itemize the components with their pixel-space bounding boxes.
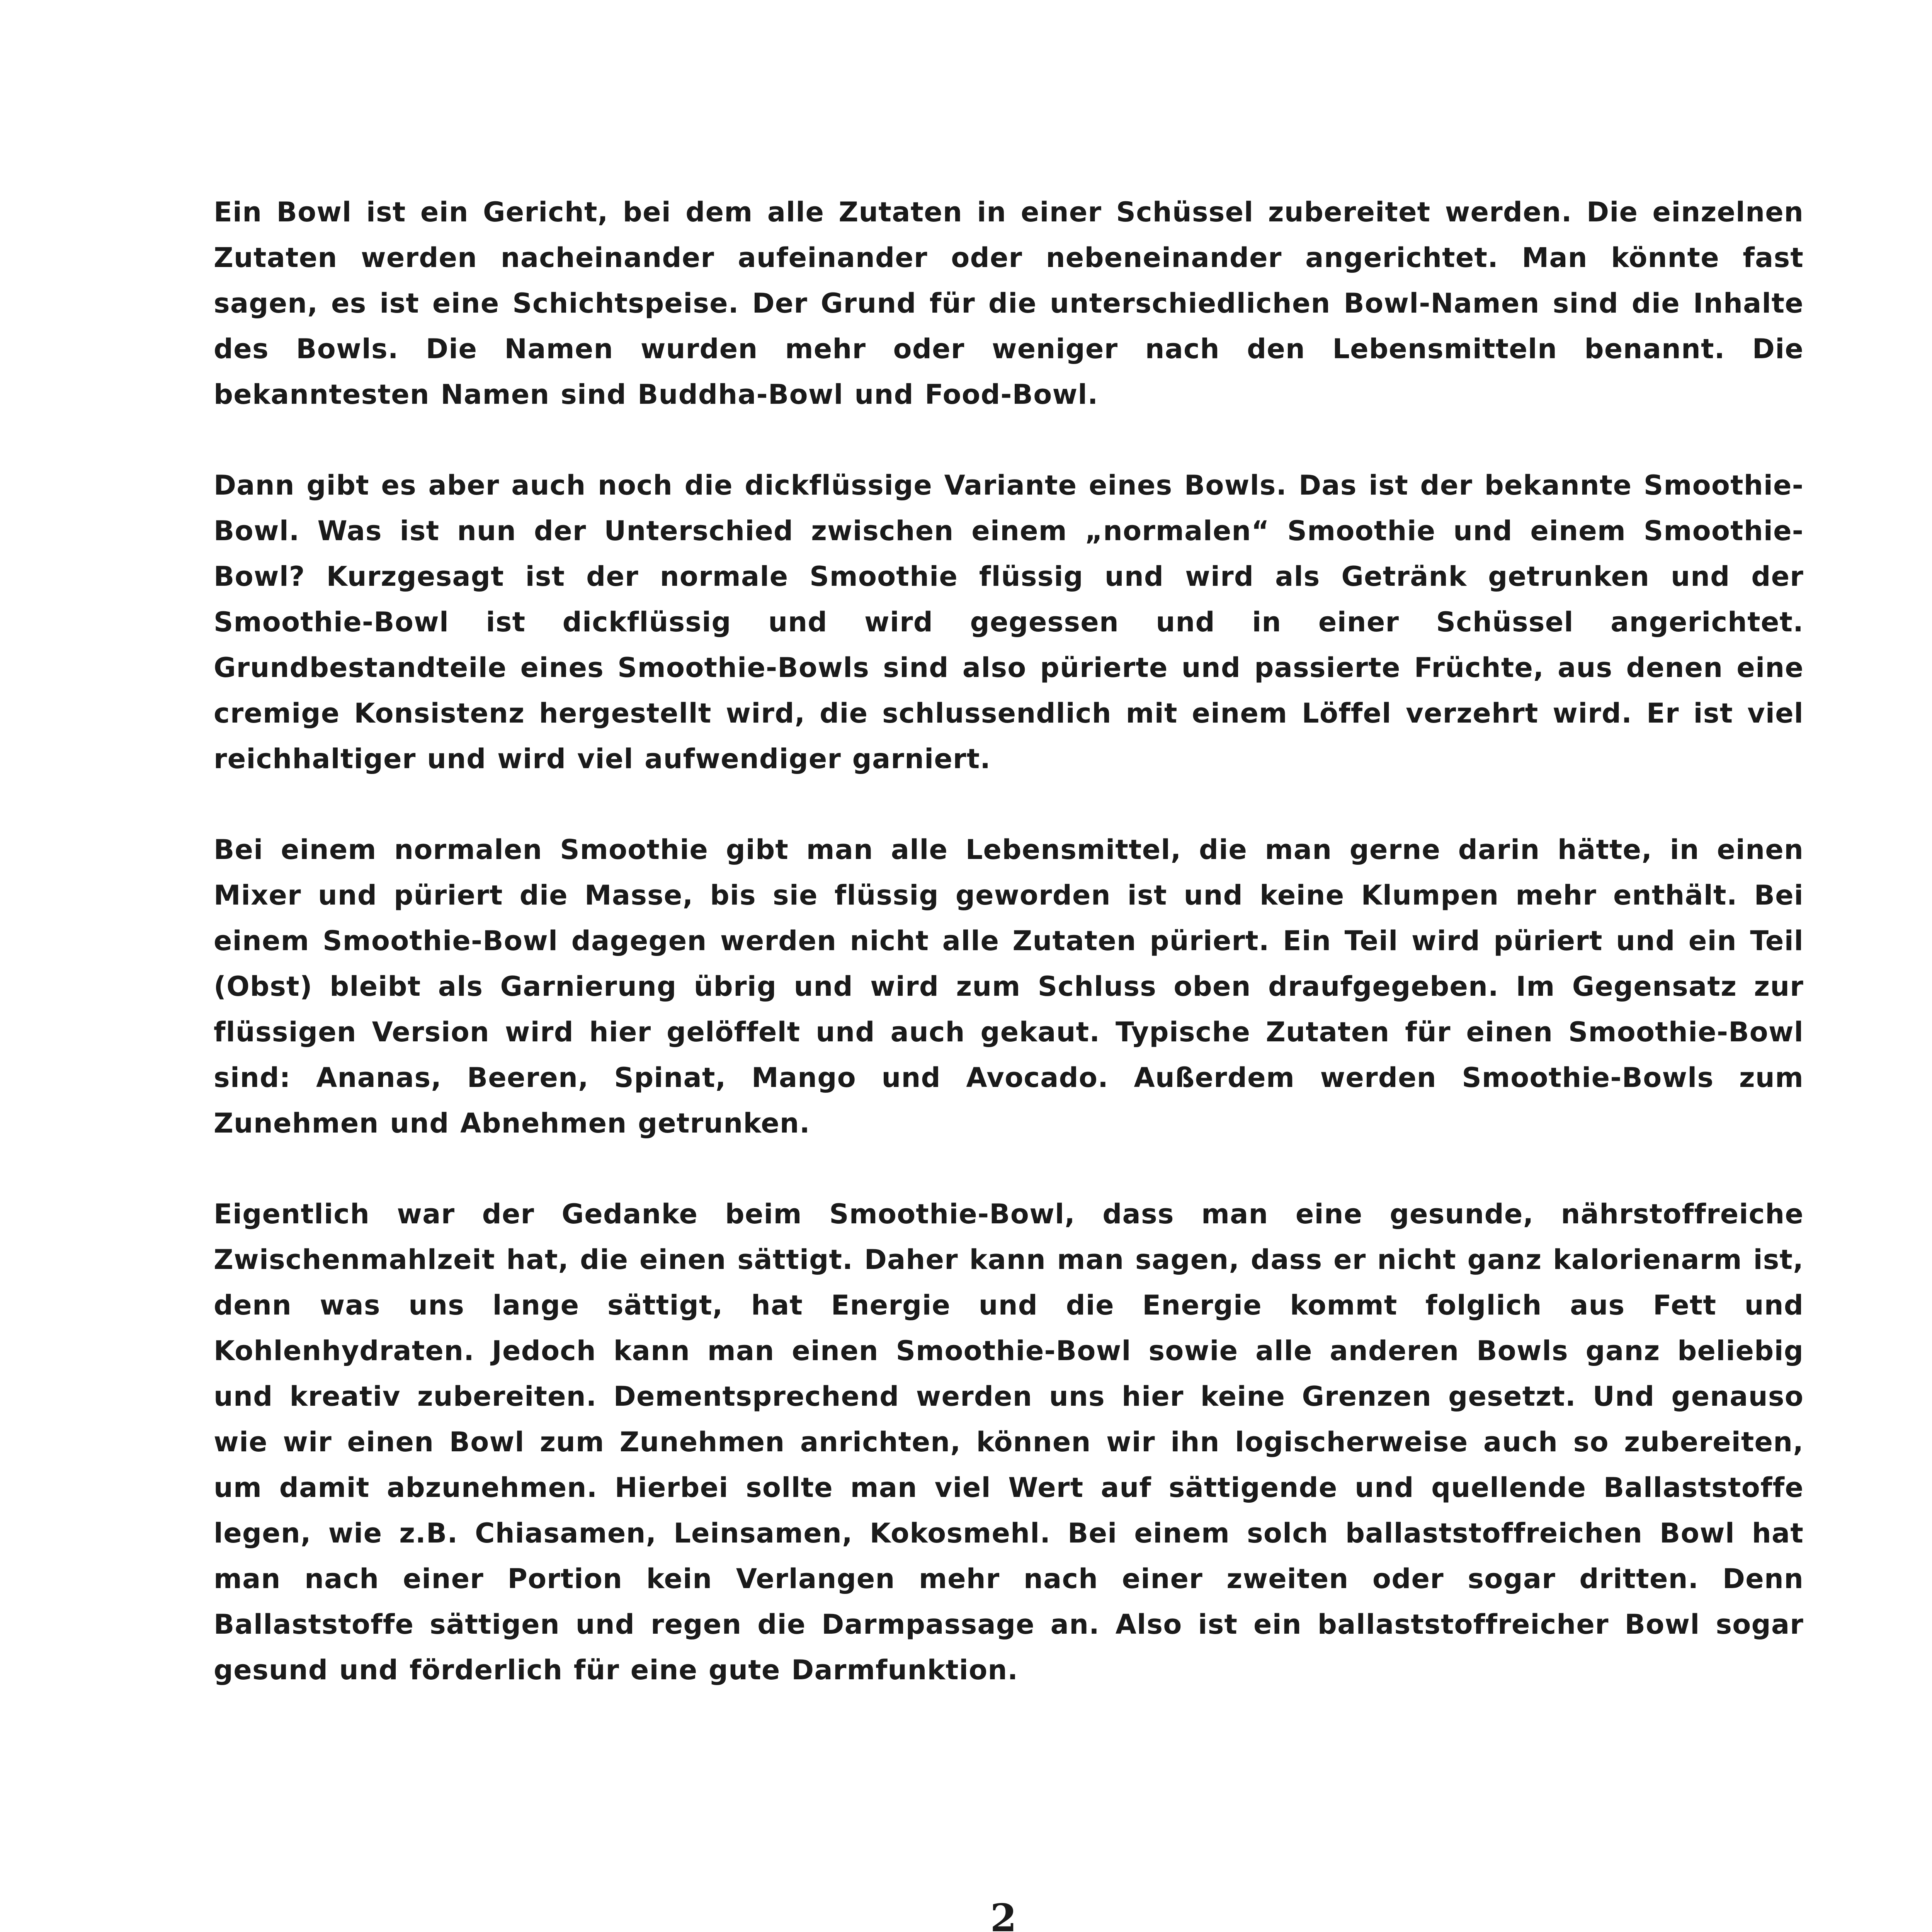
page-number: 2 — [990, 1896, 1017, 1932]
paragraph-bowl-definition: Ein Bowl ist ein Gericht, bei dem alle Zutaten in einer Schüssel zubereitet werden. Die einzelnen Zutaten werden nacheinander aufeinander oder nebeneinander angerichtet. Man könnte fast sagen, es ist eine Schichtspeise. Der Grund für die unterschiedlichen Bowl-Namen sind die Inhalte des Bowls. Die Namen wurden mehr oder weniger nach den Lebensmitteln benannt. Die bekanntesten Namen sind Buddha-Bowl und Food-Bowl. — [214, 196, 1804, 410]
paragraph-smoothie-bowl: Dann gibt es aber auch noch die dickflüssige Variante eines Bowls. Das ist der bekannte Smoothie-Bowl. Was ist nun der Unterschied zwischen einem „normalen“ Smoothie und einem Smoothie-Bowl? Kurzgesagt ist der normale Smoothie flüssig und wird als Getränk getrunken und der Smoothie-Bowl ist dickflüssig und wird gegessen und in einer Schüssel angerichtet. Grundbestandteile eines Smoothie-Bowls sind also pürierte und passierte Früchte, aus denen eine cremige Konsistenz hergestellt wird, die schlussendlich mit einem Löffel verzehrt wird. Er ist viel reichhaltiger und wird viel aufwendiger garniert. — [214, 469, 1804, 775]
body-text — [214, 189, 1804, 1738]
paragraph-smoothie-comparison: Bei einem normalen Smoothie gibt man alle Lebensmittel, die man gerne darin hätte, in einen Mixer und püriert die Masse, bis sie flüssig geworden ist und keine Klumpen mehr enthält. Bei einem Smoothie-Bowl dagegen werden nicht alle Zutaten püriert. Ein Teil wird püriert und ein Teil (Obst) bleibt als Garnierung übrig und wird zum Schluss oben draufgegeben. Im Gegensatz zur flüssigen Version wird hier gelöffelt und auch gekaut. Typische Zutaten für einen Smoothie-Bowl sind: Ananas, Beeren, Spinat, Mango und Avocado. Außerdem werden Smoothie-Bowls zum Zunehmen und Abnehmen getrunken. — [214, 834, 1804, 1139]
paragraph-nutrition: Eigentlich war der Gedanke beim Smoothie-Bowl, dass man eine gesunde, nährstoffreiche Zwischenmahlzeit hat, die einen sättigt. Daher kann man sagen, dass er nicht ganz kalorienarm ist, denn was uns lange sättigt, hat Energie und die Energie kommt folglich aus Fett und Kohlenhydraten. Jedoch kann man einen Smoothie-Bowl sowie alle anderen Bowls ganz beliebig und kreativ zubereiten. Dementsprechend werden uns hier keine Grenzen gesetzt. Und genauso wie wir einen Bowl zum Zunehmen anrichten, können wir ihn logischerweise auch so zubereiten, um damit abzunehmen. Hierbei sollte man viel Wert auf sättigende und quellende Ballaststoffe legen, wie z.B. Chiasamen, Leinsamen, Kokosmehl. Bei einem solch ballaststoffreichen Bowl hat man nach einer Portion kein Verlangen mehr nach einer zweiten oder sogar dritten. Denn Ballaststoffe sättigen und regen die Darmpassage an. Also ist ein ballaststoffreicher Bowl sogar gesund und förderlich für eine gute Darmfunktion. — [214, 1198, 1804, 1686]
